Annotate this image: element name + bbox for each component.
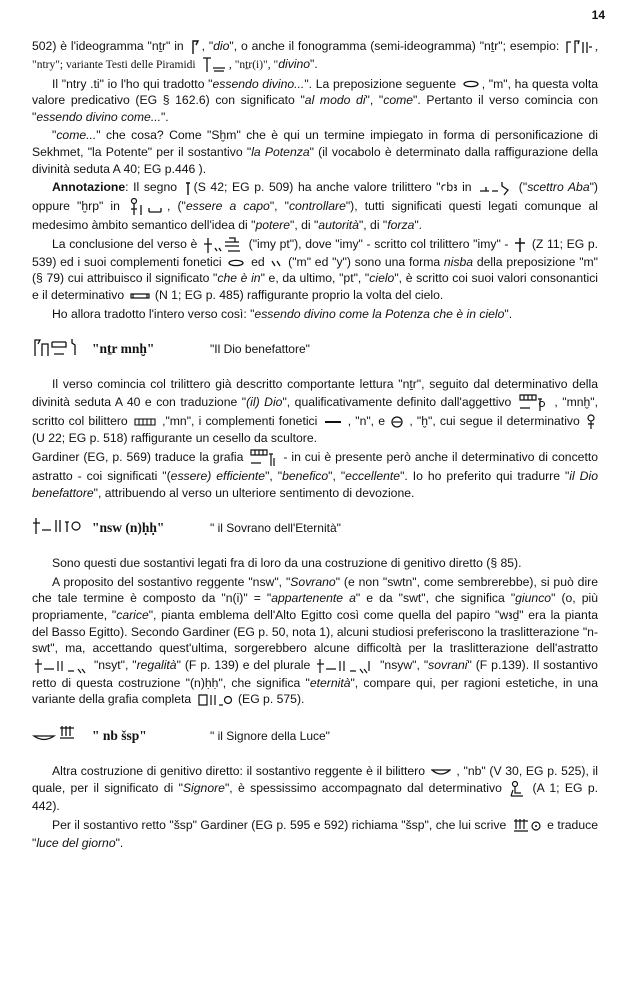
sceptre-glyph-icon (184, 180, 192, 196)
paragraph: 502) è l'ideogramma "nṯr" in , "dio", o anche il fonogramma (semi-ideogramma) "nṯr"; esempio: , "ntry"; variante Testi delle Piramidi , "nṯr(i)", "divino". (32, 38, 598, 74)
section-heading (32, 338, 598, 360)
owl-glyph-icon (462, 80, 480, 88)
heading-meaning: " il Signore della Luce" (210, 729, 330, 744)
paragraph: Il "ntry .ti" io l'ho qui tradotto "essendo divino...". La preposizione seguente , "m", ha questa volta valore predicativo (EG § 162.6) con significato "al modo di", "come". Pertanto il verso comincia con "essendo divino come...". (32, 76, 598, 124)
seated-figure-glyph-icon (509, 780, 525, 798)
heading-transliteration: " nb šsp" (92, 728, 147, 744)
hieroglyph-group-icon (32, 724, 92, 749)
hieroglyph-group-icon (197, 691, 233, 709)
draughtboard-glyph-icon (134, 418, 156, 426)
document-body (32, 38, 598, 853)
hieroglyph-group-icon (518, 393, 548, 413)
paragraph: Gardiner (EG, p. 569) traduce la grafia - in cui è presente però anche il determinativo di concetto astratto - coi significati "(essere) efficiente", "benefico", "eccellente". Io ho preferito qui tradurre "il Dio benefattore", attribuendo al verso un ulteriore sentimento di devozione. (32, 448, 598, 501)
hieroglyph-group-icon (203, 236, 243, 254)
section-heading (32, 725, 598, 747)
hieroglyph-group-icon (478, 179, 512, 197)
paragraph: Sono questi due sostantivi legati fra di loro da una costruzione di genitivo diretto (§ 85). (52, 556, 522, 571)
sky-glyph-icon (130, 292, 150, 300)
hieroglyph-group-icon (129, 197, 165, 217)
paragraph: Il verso comincia col trilittero già descritto comportante lettura "nṯr", seguito dal determinativo della divinità seduta A 40 e con traduzione "(il) Dio", qualificativamente definito dall'aggettivo , "mnḫ", scritto col bilittero ,"mn", i complementi fonetici , "n", e , "ḫ", cui segue il determinativo (U 22; EG p. 518) raffigurante un cesello da scultore. (32, 377, 598, 445)
paragraph: Altra costruzione di genitivo diretto: il sostantivo reggente è il bilittero , "nb" (V 30, EG p. 525), il quale, per il significato di "Signore", è spessissimo accompagnato dal determinativo (A 1; EG p. 442). (32, 764, 599, 814)
heading-meaning: " il Sovrano dell'Eternità" (210, 520, 341, 535)
owl-glyph-icon (227, 259, 245, 267)
annotation-label: Annotazione (52, 180, 126, 195)
water-glyph-icon (324, 419, 342, 425)
paragraph: A proposito del sostantivo reggente "nsw", "Sovrano" (e non "swtn", come sembrerebbe), si può dire che tale termine è composto da "n(i)" = "appartenente a" e da "swt", che significa "giunco" (o, più propriamente, "carice", pianta emblema dell'Alto Egitto così come quella del papiro "wꜣḏ" era la pianta del Basso Egitto). Secondo Gardiner (EG p. 50, nota 1), alcuni studiosi preferiscono la traslitterazione "n-swt", ma, accettando quest'ultima, sorgerebbero alcune difficoltà per la traslitterazione dell'astratto "nsyt", "regalità" (F p. 139) e del plurale "nsyw", "sovrani" (F p.139). Il sostantivo retto di questa costruzione "(n)ḥḥ", che significa "eternità", compare qui, per ragioni estetiche, in una variante della grafia completa (EG p. 575). (32, 574, 598, 710)
hieroglyph-group-icon (32, 516, 92, 541)
draughtboard-glyph-icon (514, 237, 526, 253)
hieroglyph-group-icon (34, 657, 88, 675)
paragraph: Per il sostantivo retto "šsp" Gardiner (EG p. 595 e 592) richiama "šsp", che lui scrive e traduce "luce del giorno". (32, 817, 598, 850)
paragraph: Ho allora tradotto l'intero verso così: "essendo divino come la Potenza che è in cielo". (52, 306, 513, 321)
heading-transliteration: "nṯr mnḫ" (92, 340, 155, 356)
paragraph: Annotazione: Il segno (S 42; EG p. 509) ha anche valore trilittero "ꜥbꜣ in ("scettro Aba") oppure "ḫrp" in , ("essere a capo", "controllare"), tutti significati questi legati comunque al medesimo àmbito semantico dell'idea di "potere", di "autorità", di "forza". (32, 180, 598, 233)
chisel-glyph-icon (586, 414, 596, 430)
heading-transliteration: "nsw (n)ḥḥ" (92, 519, 165, 535)
flag-glyph (190, 39, 200, 55)
hieroglyph-group-icon (565, 39, 593, 55)
hieroglyph-group-icon (249, 448, 277, 468)
hieroglyph-group-icon (201, 56, 227, 74)
paragraph: "come..." che cosa? Come "Sḫm" che è qui un termine impiegato in forma di personificazione di Sekhmet, "la Potente" per il sostantivo "la Potenza" (il vocabolo è determinato dalla raffigurazione della divinità seduta A 40; EG p.446 ). (32, 128, 599, 176)
page-number: 14 (591, 8, 605, 22)
paragraph: La conclusione del verso è ("imy pt"), dove "imy" - scritto col trilittero "imy" - (Z 11; EG p. 539) ed i suoi complementi fonetici ed ("m" ed "y") sono una forma nisba della preposizione "m" (§ 79) cui attribuisco il significato "che è in" e, da ultimo, "pt", "cielo", è scritto coi suoi valori consonantici e il determinativo (N 1; EG p. 485) raffigurante proprio la volta del cielo. (32, 236, 599, 302)
basket-glyph-icon (431, 767, 451, 777)
hieroglyph-group-icon (316, 657, 374, 675)
placenta-glyph-icon (391, 416, 403, 428)
reed-pair-glyph-icon (270, 258, 282, 268)
heading-meaning: "Il Dio benefattore" (210, 341, 310, 356)
hieroglyph-group-icon (512, 817, 542, 835)
hieroglyph-group-icon (32, 336, 92, 363)
section-heading (32, 517, 598, 539)
